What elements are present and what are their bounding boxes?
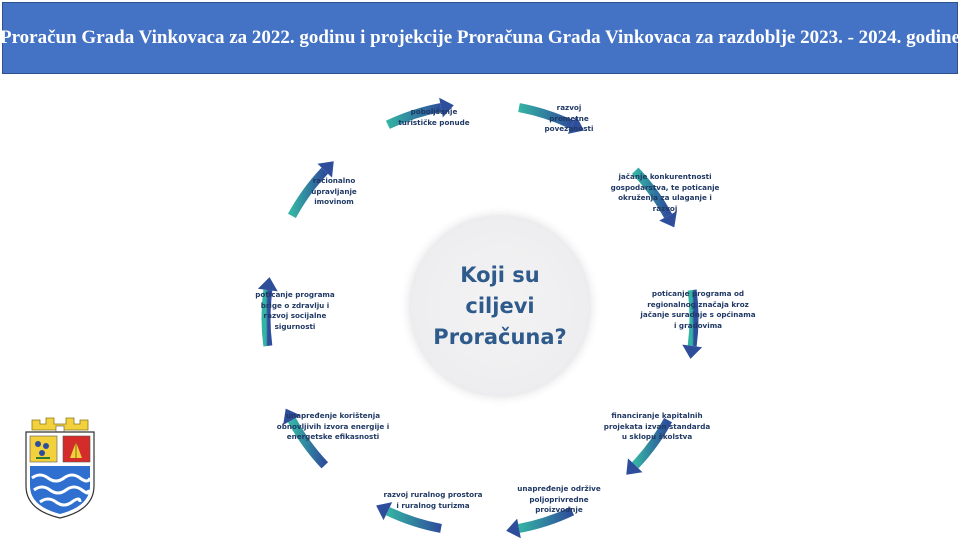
goal-label-6: razvoj ruralnog prostora i ruralnog turizma — [383, 490, 483, 510]
goal-label-7: unapređenje korištenja obnovljivih izvora energije i energetske efikasnosti — [276, 411, 390, 441]
goal-label-2: jačanje konkurentnosti gospodarstva, te poticanje okruženja za ulaganje i razvoj — [610, 172, 720, 213]
goal-label-10: poboljšanje turističke ponude — [398, 107, 470, 127]
goal-label-9: racionalno upravljanje imovinom — [311, 176, 357, 206]
cycle-arrow-6 — [388, 511, 441, 528]
goal-label-3: poticanje programa od regionalnog značaja kroz jačanje suradnje s općinama i gradovima — [640, 289, 756, 330]
center-circle — [409, 215, 591, 397]
goal-label-8: poticanje programa brige o zdravlju i razvoj socijalne sigurnosti — [255, 290, 335, 331]
cycle-arrow-head-3 — [682, 345, 702, 359]
cycle-arrow-head-5 — [506, 519, 521, 539]
page-title: Proračun Grada Vinkovaca za 2022. godinu i projekcije Proračuna Grada Vinkovaca za razdoblje 2023. - 2024. godine — [0, 27, 960, 48]
goal-label-5: unapređenje održive poljoprivredne proizvodnje — [517, 484, 601, 514]
goal-label-4: financiranje kapitalnih projekata izvan standarda u sklopu školstva — [603, 411, 711, 441]
center-question-line2: Proračuna? — [433, 324, 567, 349]
center-question — [425, 260, 575, 353]
goal-label-1: razvoj prometne povezanosti — [544, 103, 594, 133]
center-question-line1: Koji su ciljevi — [460, 262, 540, 318]
coat-of-arms-icon — [22, 414, 98, 520]
